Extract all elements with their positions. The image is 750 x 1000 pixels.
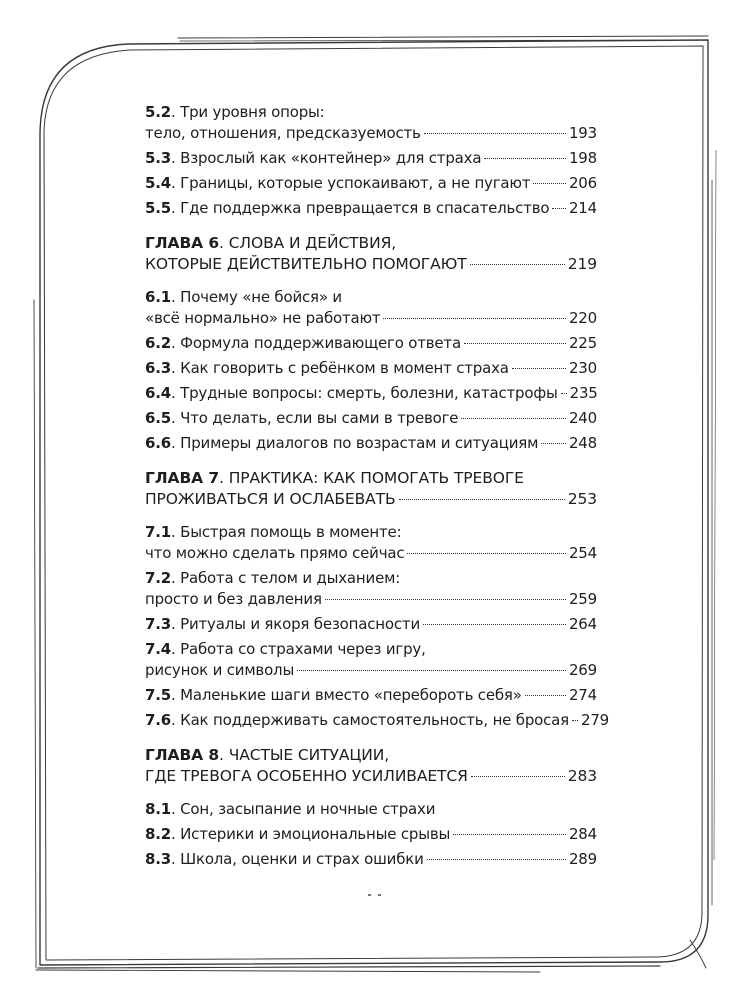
- toc-entry-line: [145, 543, 597, 564]
- toc-item[interactable]: [145, 568, 597, 610]
- toc-entry-title-line1: . ЧАСТЫЕ СИТУАЦИИ,: [219, 746, 390, 764]
- toc-entry-title: что можно сделать прямо сейчас: [145, 544, 405, 562]
- toc-entry-title: . Примеры диалогов по возрастам и ситуациям: [170, 434, 539, 452]
- dot-leader: [297, 670, 566, 671]
- toc-entry-number: 6.1: [145, 288, 171, 306]
- dot-leader: [533, 183, 566, 184]
- toc-item[interactable]: [145, 639, 597, 681]
- toc-entry-number: 5.5: [145, 199, 171, 217]
- toc-entry-number: 6.6: [145, 434, 171, 452]
- dot-leader: [470, 264, 565, 265]
- toc-entry-line: [145, 173, 597, 194]
- toc-entry-line: [145, 766, 597, 787]
- toc-chapter[interactable]: [145, 745, 597, 787]
- toc-item[interactable]: [145, 148, 597, 169]
- toc-entry-title-line1: . СЛОВА И ДЕЙСТВИЯ,: [219, 234, 397, 252]
- toc-page-number: 269: [568, 661, 597, 679]
- toc-entry-number: 6.4: [145, 384, 171, 402]
- toc-item[interactable]: [145, 408, 597, 429]
- toc-page-number: 235: [569, 384, 598, 402]
- dot-leader: [484, 158, 566, 159]
- toc-entry-number: 5.2: [145, 103, 171, 121]
- toc-item[interactable]: [145, 799, 597, 820]
- toc-entry-first-line: [145, 639, 597, 660]
- toc-page-number: 220: [568, 309, 597, 327]
- toc-entry-line: [145, 614, 597, 635]
- toc-entry-line: [145, 358, 597, 379]
- toc-entry-title: ПРОЖИВАТЬСЯ И ОСЛАБЕВАТЬ: [145, 490, 396, 508]
- toc-entry-title: . Взрослый как «контейнер» для страха: [170, 149, 482, 167]
- toc-item[interactable]: [145, 198, 597, 219]
- toc-entry-line: [145, 799, 597, 820]
- dot-leader: [572, 720, 578, 721]
- toc-entry-line: [145, 408, 597, 429]
- toc-item[interactable]: [145, 685, 597, 706]
- toc-page-number: 254: [568, 544, 597, 562]
- toc-item[interactable]: [145, 287, 597, 329]
- dot-leader: [325, 599, 566, 600]
- dot-leader: [424, 133, 566, 134]
- toc-entry-number: 7.5: [145, 686, 171, 704]
- toc-entry-line: [145, 198, 597, 219]
- toc-entry-line: [145, 308, 597, 329]
- toc-item[interactable]: [145, 102, 597, 144]
- dot-leader: [512, 368, 566, 369]
- toc-entry-first-line: [145, 522, 597, 543]
- toc-entry-first-line: [145, 745, 597, 766]
- toc-entry-line: [145, 849, 597, 870]
- toc-item[interactable]: [145, 849, 597, 870]
- toc-entry-title: . Маленькие шаги вместо «перебороть себя»: [170, 686, 522, 704]
- toc-entry-title: КОТОРЫЕ ДЕЙСТВИТЕЛЬНО ПОМОГАЮТ: [145, 255, 467, 273]
- toc-entry-title: просто и без давления: [145, 590, 322, 608]
- toc-entry-first-line: [145, 568, 597, 589]
- toc-entry-title: рисунок и символы: [145, 661, 295, 679]
- toc-entry-number: 7.2: [145, 569, 171, 587]
- dot-leader: [552, 208, 566, 209]
- toc-chapter[interactable]: [145, 468, 597, 510]
- toc-item[interactable]: [145, 433, 597, 454]
- toc-entry-line: [145, 333, 597, 354]
- toc-entry-line: [145, 589, 597, 610]
- toc-entry-line: [145, 824, 597, 845]
- toc-page-number: 289: [568, 850, 597, 868]
- toc-entry-title: . Трудные вопросы: смерть, болезни, катастрофы: [170, 384, 558, 402]
- toc-page-number: 248: [568, 434, 597, 452]
- toc-page-number: 259: [568, 590, 597, 608]
- toc-item[interactable]: [145, 522, 597, 564]
- toc-entry-title-line1: . Почему «не бойся» и: [170, 288, 342, 306]
- toc-entry-number: 6.2: [145, 334, 171, 352]
- toc-entry-number: ГЛАВА 6: [145, 234, 220, 252]
- toc-entry-number: 6.5: [145, 409, 171, 427]
- toc-entry-number: 6.3: [145, 359, 171, 377]
- toc-entry-title: . Истерики и эмоциональные срывы: [170, 825, 451, 843]
- toc-entry-title: . Школа, оценки и страх ошибки: [170, 850, 424, 868]
- toc-page-number: 274: [568, 686, 597, 704]
- toc-entry-number: 5.4: [145, 174, 171, 192]
- toc-entry-title: . Границы, которые успокаивают, а не пугают: [170, 174, 531, 192]
- toc-chapter[interactable]: [145, 233, 597, 275]
- dot-leader: [407, 553, 566, 554]
- toc-entry-line: [145, 148, 597, 169]
- toc-page-number: 225: [568, 334, 597, 352]
- toc-entry-number: ГЛАВА 7: [145, 469, 220, 487]
- toc-entry-first-line: [145, 233, 597, 254]
- dot-leader: [453, 834, 566, 835]
- dot-leader: [541, 443, 566, 444]
- toc-entry-number: 7.4: [145, 640, 171, 658]
- toc-entry-title-line1: . Три уровня опоры:: [170, 103, 325, 121]
- toc-item[interactable]: [145, 614, 597, 635]
- toc-entry-number: 7.1: [145, 523, 171, 541]
- table-of-contents: [145, 102, 610, 874]
- toc-entry-number: 5.3: [145, 149, 171, 167]
- toc-page-number: 283: [567, 767, 597, 785]
- toc-entry-first-line: [145, 468, 597, 489]
- toc-entry-first-line: [145, 102, 597, 123]
- toc-entry-number: 8.1: [145, 800, 171, 818]
- toc-entry-line: [145, 123, 597, 144]
- toc-item[interactable]: [145, 383, 597, 404]
- toc-entry-title: . Как говорить с ребёнком в момент страха: [170, 359, 509, 377]
- page-number-mark: [367, 893, 385, 897]
- toc-entry-number: 7.3: [145, 615, 171, 633]
- toc-item[interactable]: [145, 824, 597, 845]
- toc-page-number: 284: [568, 825, 597, 843]
- toc-entry-line: [145, 710, 610, 731]
- toc-entry-title: . Как поддерживать самостоятельность, не бросая: [170, 711, 569, 729]
- toc-page-number: 214: [568, 199, 597, 217]
- toc-entry-line: [145, 254, 597, 275]
- toc-page-number: 279: [580, 711, 610, 729]
- toc-entry-title: ГДЕ ТРЕВОГА ОСОБЕННО УСИЛИВАЕТСЯ: [145, 767, 468, 785]
- toc-page-number: 253: [567, 490, 597, 508]
- toc-entry-number: ГЛАВА 8: [145, 746, 220, 764]
- toc-entry-line: [145, 433, 597, 454]
- toc-page-number: 193: [568, 124, 597, 142]
- toc-item[interactable]: [145, 333, 597, 354]
- toc-page-number: 206: [568, 174, 597, 192]
- toc-entry-line: [145, 660, 597, 681]
- dot-leader: [427, 859, 566, 860]
- toc-entry-title: . Что делать, если вы сами в тревоге: [170, 409, 459, 427]
- dot-leader: [399, 499, 565, 500]
- toc-page-number: 240: [568, 409, 597, 427]
- toc-page-number: 198: [568, 149, 597, 167]
- toc-entry-title: . Сон, засыпание и ночные страхи: [170, 800, 436, 818]
- toc-page-number: 219: [567, 255, 597, 273]
- toc-entry-number: 8.2: [145, 825, 171, 843]
- toc-entry-line: [145, 383, 597, 404]
- toc-entry-title-line1: . Работа с телом и дыханием:: [170, 569, 401, 587]
- toc-entry-title: тело, отношения, предсказуемость: [145, 124, 421, 142]
- toc-entry-title: . Где поддержка превращается в спасательство: [170, 199, 550, 217]
- toc-entry-title-line1: . ПРАКТИКА: КАК ПОМОГАТЬ ТРЕВОГЕ: [219, 469, 524, 487]
- toc-entry-title: . Формула поддерживающего ответа: [170, 334, 461, 352]
- dot-leader: [461, 418, 566, 419]
- dot-leader: [423, 624, 566, 625]
- toc-entry-title-line1: . Работа со страхами через игру,: [170, 640, 426, 658]
- dot-leader: [525, 695, 566, 696]
- dot-leader: [471, 776, 565, 777]
- toc-entry-number: 7.6: [145, 711, 171, 729]
- toc-item[interactable]: [145, 710, 610, 731]
- toc-entry-first-line: [145, 287, 597, 308]
- toc-entry-title-line1: . Быстрая помощь в моменте:: [170, 523, 402, 541]
- dot-leader: [464, 343, 566, 344]
- toc-item[interactable]: [145, 358, 597, 379]
- dot-leader: [561, 393, 567, 394]
- toc-entry-title: . Ритуалы и якоря безопасности: [170, 615, 421, 633]
- dot-leader: [383, 318, 565, 319]
- toc-page-number: 230: [568, 359, 597, 377]
- toc-item[interactable]: [145, 173, 597, 194]
- toc-entry-line: [145, 685, 597, 706]
- toc-entry-number: 8.3: [145, 850, 171, 868]
- toc-entry-title: «всё нормально» не работают: [145, 309, 381, 327]
- toc-entry-line: [145, 489, 597, 510]
- toc-page-number: 264: [568, 615, 597, 633]
